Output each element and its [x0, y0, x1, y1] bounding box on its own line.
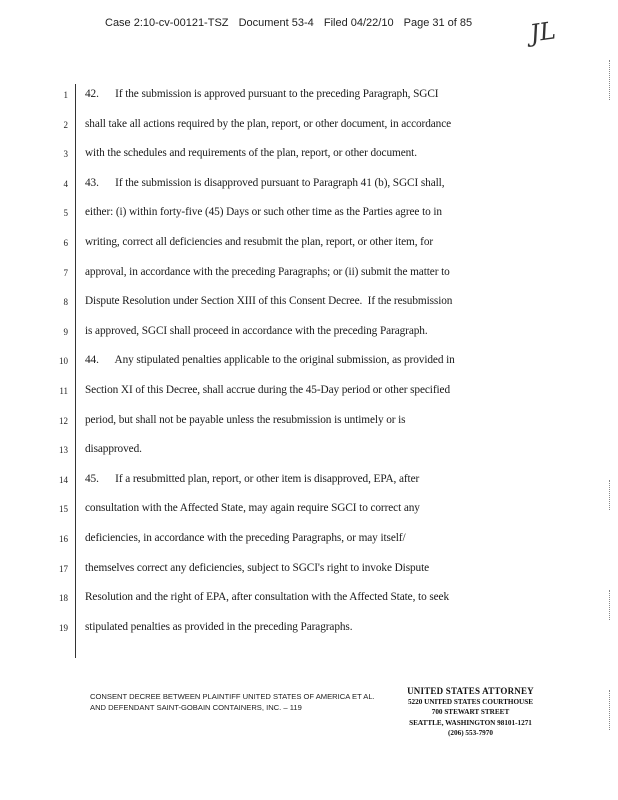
- body-line: with the schedules and requirements of the plan, report, or other document.: [85, 147, 417, 160]
- body-line: Resolution and the right of EPA, after consultation with the Affected State, to seek: [85, 591, 450, 604]
- scan-speckle: [609, 690, 612, 730]
- address-line-2: 700 STEWART STREET: [431, 708, 510, 716]
- body-line: is approved, SGCI shall proceed in accordance with the preceding Paragraph.: [85, 324, 428, 337]
- scan-speckle: [609, 590, 612, 620]
- line-number: 6: [63, 238, 68, 248]
- body-line: 43. If the submission is disapproved pursuant to Paragraph 41 (b), SGCI shall,: [85, 176, 445, 189]
- address-line-3: SEATTLE, WASHINGTON 98101-1271: [409, 718, 532, 727]
- body-line: consultation with the Affected State, may again require SGCI to correct any: [85, 502, 420, 515]
- case-header: [105, 17, 479, 29]
- office-name: UNITED STATES ATTORNEY: [407, 686, 534, 696]
- line-number: 10: [59, 356, 68, 367]
- document-number: Document 53-4: [238, 17, 314, 29]
- filed-date: Filed 04/22/10: [323, 17, 394, 29]
- footer-caption: [90, 691, 375, 713]
- body-line: period, but shall not be payable unless the resubmission is untimely or is: [85, 413, 406, 426]
- line-number: 9: [63, 326, 68, 337]
- body-line: approval, in accordance with the preceding Paragraphs; or (ii) submit the matter to: [85, 265, 450, 278]
- line-number: 8: [63, 297, 68, 308]
- body-line: deficiencies, in accordance with the preceding Paragraphs, or may itself/: [85, 532, 406, 544]
- line-number: 5: [63, 208, 68, 219]
- scan-speckle: [609, 480, 612, 510]
- body-line: 44. Any stipulated penalties applicable to the original submission, as provided in: [85, 354, 455, 367]
- address-line-1: 5220 UNITED STATES COURTHOUSE: [407, 697, 534, 706]
- line-number: 3: [63, 149, 68, 160]
- handwritten-initials: JL: [528, 16, 558, 48]
- line-number: 18: [59, 593, 68, 604]
- line-number: 13: [59, 445, 68, 456]
- line-number: 19: [59, 622, 68, 633]
- line-number: 16: [59, 534, 68, 544]
- line-number: 7: [63, 267, 68, 278]
- line-number: 15: [59, 504, 68, 515]
- line-number: 1: [63, 90, 68, 100]
- footer-caption-line-2: AND DEFENDANT SAINT-GOBAIN CONTAINERS, INC. – 119: [90, 703, 302, 712]
- case-number: Case 2:10-cv-00121-TSZ: [105, 17, 229, 29]
- body-line: themselves correct any deficiencies, subject to SGCI's right to invoke Dispute: [85, 561, 430, 574]
- body-line: disapproved.: [85, 443, 142, 456]
- line-number: 17: [59, 563, 68, 574]
- line-number: 12: [59, 415, 68, 426]
- line-number: 14: [59, 474, 68, 485]
- footer-caption-line-1: CONSENT DECREE BETWEEN PLAINTIFF UNITED STATES OF AMERICA ET AL.: [90, 692, 375, 701]
- body-line: shall take all actions required by the plan, report, or other document, in accordance: [85, 117, 452, 130]
- body-line: 42. If the submission is approved pursuant to the preceding Paragraph, SGCI: [85, 88, 439, 100]
- body-line: 45. If a resubmitted plan, report, or other item is disapproved, EPA, after: [85, 472, 420, 485]
- attorney-address-block: [398, 686, 543, 739]
- margin-rule: [75, 84, 76, 658]
- phone-number: (206) 553-7970: [448, 729, 493, 737]
- line-number: 2: [63, 119, 68, 130]
- body-line: either: (i) within forty-five (45) Days or such other time as the Parties agree to in: [85, 206, 442, 219]
- body-line: Section XI of this Decree, shall accrue during the 45-Day period or other specified: [85, 384, 450, 396]
- scan-speckle: [609, 60, 612, 100]
- line-number: 11: [59, 386, 68, 396]
- body-line: Dispute Resolution under Section XIII of this Consent Decree. If the resubmission: [85, 295, 453, 308]
- body-line: stipulated penalties as provided in the preceding Paragraphs.: [85, 620, 353, 633]
- body-line: writing, correct all deficiencies and resubmit the plan, report, or other item, for: [85, 236, 434, 248]
- line-number: 4: [63, 178, 68, 189]
- page-number: Page 31 of 85: [403, 17, 473, 29]
